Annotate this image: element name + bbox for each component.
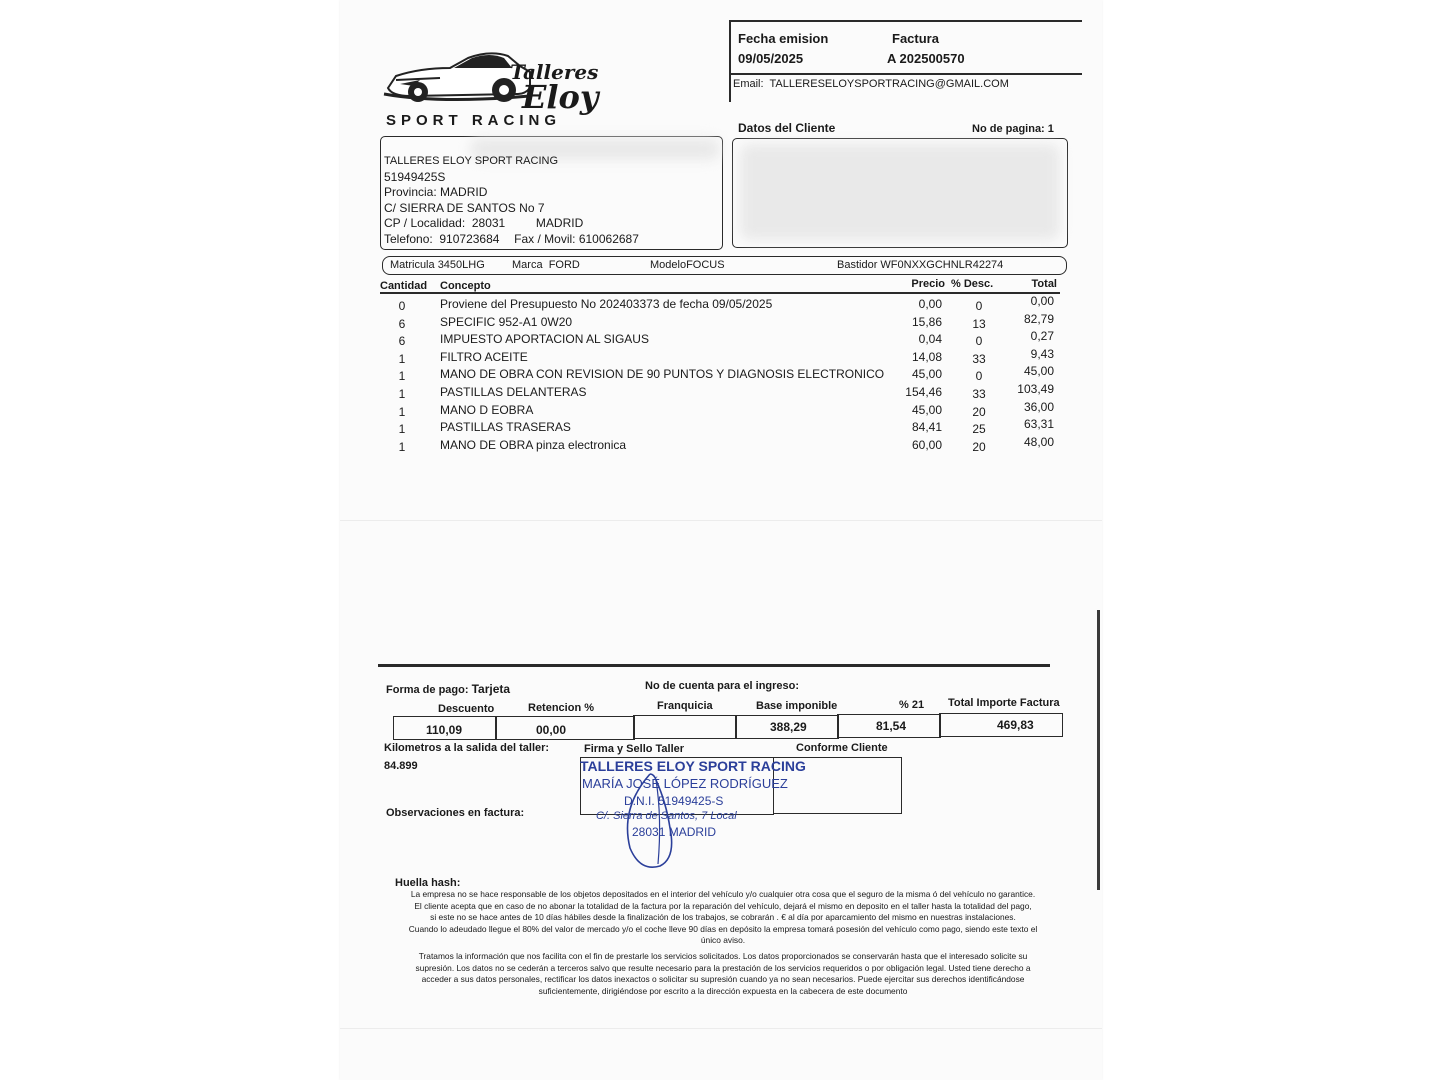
iva-label: % 21 bbox=[899, 699, 925, 711]
col-precio-header: Precio bbox=[911, 278, 945, 290]
company-calle: C/ SIERRA DE SANTOS No 7 bbox=[384, 201, 545, 215]
stamp-line-4: C/. Sierra de Santos, 7 Local bbox=[596, 810, 737, 822]
huella-hash-label: Huella hash: bbox=[395, 877, 461, 889]
row-total: 9,43 bbox=[1030, 346, 1054, 361]
fecha-emision-value: 09/05/2025 bbox=[738, 51, 804, 66]
cp-label: CP / Localidad: bbox=[384, 216, 466, 230]
row-concepto: MANO DE OBRA pinza electronica bbox=[440, 437, 627, 452]
row-desc: 13 bbox=[972, 316, 986, 331]
fold-line bbox=[340, 520, 1102, 521]
company-cp-row bbox=[384, 216, 583, 230]
stamp-line-1: TALLERES ELOY SPORT RACING bbox=[580, 758, 806, 774]
localidad-value: MADRID bbox=[535, 216, 584, 230]
row-precio: 45,00 bbox=[911, 402, 942, 417]
row-total: 82,79 bbox=[1023, 311, 1054, 326]
row-cantidad: 6 bbox=[398, 316, 406, 331]
forma-pago-label: Forma de pago: bbox=[386, 684, 469, 696]
row-total: 0,00 bbox=[1030, 294, 1054, 308]
bastidor-label: Bastidor bbox=[837, 259, 878, 271]
fecha-emision-label: Fecha emision bbox=[738, 31, 829, 46]
logo-talleres: Talleres bbox=[510, 60, 599, 84]
row-total: 63,31 bbox=[1023, 417, 1054, 432]
row-concepto: IMPUESTO APORTACION AL SIGAUS bbox=[440, 332, 649, 347]
cuenta-label: No de cuenta para el ingreso: bbox=[645, 680, 800, 692]
franquicia-label: Franquicia bbox=[657, 700, 713, 712]
col-total-header: Total bbox=[1031, 278, 1057, 290]
legal-line: único aviso. bbox=[700, 935, 746, 945]
row-desc: 0 bbox=[975, 369, 983, 384]
row-cantidad: 1 bbox=[398, 387, 406, 401]
company-nif: 51949425S bbox=[384, 170, 446, 184]
col-concepto-header: Concepto bbox=[440, 280, 491, 292]
row-concepto: MANO D EOBRA bbox=[440, 402, 534, 417]
matricula-label: Matricula bbox=[390, 259, 435, 271]
row-concepto: FILTRO ACEITE bbox=[440, 349, 528, 364]
fax-value: 610062687 bbox=[578, 232, 639, 246]
row-precio: 0,00 bbox=[918, 297, 942, 311]
row-total: 0,27 bbox=[1030, 329, 1054, 344]
iva-value: 81,54 bbox=[876, 719, 907, 733]
header-mid-rule bbox=[729, 73, 1082, 75]
row-desc: 0 bbox=[975, 334, 983, 349]
retencion-label: Retencion % bbox=[528, 702, 595, 714]
legal-line: La empresa no se hace responsable de los objetos depositados en el interior del vehículo y/o cualquier otra cosa que el seguro de la misma ó del vehículo no garantice. bbox=[410, 889, 1036, 899]
row-desc: 33 bbox=[972, 387, 986, 401]
stamp-line-5: 28031 MADRID bbox=[632, 825, 717, 839]
row-concepto: SPECIFIC 952-A1 0W20 bbox=[440, 314, 573, 329]
firma-label: Firma y Sello Taller bbox=[584, 743, 685, 755]
row-concepto: Proviene del Presupuesto No 202403373 de fecha 09/05/2025 bbox=[440, 297, 773, 311]
row-desc: 0 bbox=[975, 299, 983, 313]
retencion-value: 00,00 bbox=[536, 723, 567, 737]
scan-edge-mark bbox=[1097, 610, 1100, 890]
km-value: 84.899 bbox=[384, 760, 418, 772]
table-header-rule bbox=[380, 292, 1060, 294]
row-desc: 20 bbox=[972, 404, 986, 419]
logo-sport-racing: SPORT RACING bbox=[386, 112, 562, 129]
marca-value: FORD bbox=[548, 259, 580, 271]
legal-line: si este no se hace antes de 10 días hábiles desde la finalización de los trabajos, se cobrarán . € al día por aparcamiento del mismo en nuestras instalaciones. bbox=[430, 912, 1016, 922]
pagina-row bbox=[972, 123, 1054, 135]
row-total: 103,49 bbox=[1017, 382, 1054, 396]
base-value: 388,29 bbox=[770, 720, 807, 734]
company-provincia: Provincia: MADRID bbox=[384, 185, 488, 199]
legal-line: suficientemente, dirigiéndose por escrito a la dirección expuesta en la cabecera de este documento bbox=[538, 985, 908, 996]
row-desc: 33 bbox=[972, 351, 986, 366]
row-desc: 25 bbox=[972, 422, 986, 437]
km-label: Kilometros a la salida del taller: bbox=[384, 742, 550, 754]
signature-scribble-icon bbox=[610, 768, 700, 878]
email-value: TALLERESELOYSPORTRACING@GMAIL.COM bbox=[769, 78, 1009, 90]
modelo-label: Modelo bbox=[650, 259, 687, 271]
cp-value: 28031 bbox=[471, 216, 506, 230]
legal-line: supresión. Los datos no se cederán a terceros salvo que resulte necesario para la prestación de los servicios requeridos o por obligación legal. Usted tiene derecho a bbox=[415, 962, 1031, 973]
email-row bbox=[733, 78, 1009, 90]
telefono-value: 910723684 bbox=[439, 232, 500, 246]
row-cantidad: 1 bbox=[398, 369, 406, 384]
total-value: 469,83 bbox=[997, 718, 1034, 732]
company-name: TALLERES ELOY SPORT RACING bbox=[384, 155, 559, 167]
row-precio: 84,41 bbox=[911, 420, 942, 435]
row-precio: 45,00 bbox=[911, 367, 942, 382]
legal-disclaimer bbox=[392, 889, 1054, 947]
row-total: 45,00 bbox=[1023, 364, 1054, 379]
legal-line: Cuando lo adeudado llegue el 80% del valor de mercado y/o el coche lleve 90 días en depósito la empresa tomará posesión del vehículo como pago, siendo este texto el bbox=[408, 923, 1038, 934]
marca-label: Marca bbox=[512, 259, 543, 271]
row-precio: 154,46 bbox=[905, 385, 942, 399]
row-precio: 14,08 bbox=[911, 349, 942, 364]
legal-line: El cliente acepta que en caso de no abonar la totalidad de la factura por la reparación del vehículo, dejará el mismo en deposito en el taller hasta la totalidad del pago, bbox=[414, 900, 1032, 911]
datos-cliente-label: Datos del Cliente bbox=[738, 121, 836, 135]
stamp-line-2: MARÍA JOSÉ LÓPEZ RODRÍGUEZ bbox=[582, 776, 788, 791]
row-precio: 60,00 bbox=[911, 437, 942, 452]
stamp-line-3: D.N.I. 51949425-S bbox=[624, 794, 724, 808]
company-phone-row bbox=[384, 232, 639, 246]
telefono-label: Telefono: bbox=[384, 232, 433, 246]
email-label: Email: bbox=[733, 78, 764, 90]
descuento-value: 110,09 bbox=[425, 723, 463, 737]
header-divider bbox=[729, 22, 731, 102]
row-cantidad: 1 bbox=[398, 404, 406, 419]
row-total: 48,00 bbox=[1023, 434, 1054, 449]
total-factura-label: Total Importe Factura bbox=[948, 697, 1060, 709]
privacy-notice bbox=[392, 951, 1054, 997]
pagina-value: 1 bbox=[1047, 123, 1054, 135]
forma-pago-value: Tarjeta bbox=[471, 682, 511, 696]
row-cantidad: 0 bbox=[398, 299, 406, 313]
bastidor-value: WF0NXXGCHNLR42274 bbox=[880, 259, 1004, 271]
legal-line: Tratamos la información que nos facilita con el fin de prestarle los servicios solicitados. Los datos proporcionados se conservarán hasta que el interesado solicite su bbox=[418, 951, 1028, 961]
conforme-label: Conforme Cliente bbox=[796, 742, 888, 754]
fax-label: Fax / Movil: bbox=[514, 232, 576, 246]
row-cantidad: 1 bbox=[398, 439, 406, 454]
row-precio: 0,04 bbox=[918, 332, 942, 347]
row-concepto: MANO DE OBRA CON REVISION DE 90 PUNTOS Y DIAGNOSIS ELECTRONICO bbox=[440, 367, 885, 382]
factura-label: Factura bbox=[892, 31, 939, 46]
forma-pago-row bbox=[386, 682, 510, 696]
fold-line-bottom bbox=[340, 1028, 1102, 1029]
descuento-label: Descuento bbox=[438, 703, 495, 715]
matricula-value: 3450LHG bbox=[437, 259, 485, 271]
pagina-label: No de pagina: bbox=[972, 123, 1045, 135]
row-cantidad: 6 bbox=[398, 334, 406, 349]
base-label: Base imponible bbox=[756, 700, 838, 712]
legal-line: acceder a sus datos personales, rectificar los datos inexactos o solicitar su supresión cuando ya no sean necesarios. Puede ejercitar sus derechos identificándose bbox=[421, 974, 1025, 984]
footer-rule bbox=[378, 664, 1050, 667]
modelo-row bbox=[650, 259, 725, 271]
col-cantidad-header: Cantidad bbox=[380, 280, 428, 292]
redacted-client-data bbox=[740, 144, 1060, 240]
col-desc-header: % Desc. bbox=[951, 278, 994, 290]
row-total: 36,00 bbox=[1023, 399, 1054, 414]
row-cantidad: 1 bbox=[398, 351, 406, 366]
header-top-rule bbox=[729, 20, 1082, 22]
row-concepto: PASTILLAS TRASERAS bbox=[440, 420, 571, 435]
factura-value: A 202500570 bbox=[887, 51, 965, 66]
bastidor-row bbox=[837, 259, 1003, 271]
row-desc: 20 bbox=[972, 439, 986, 454]
matricula-row bbox=[390, 259, 485, 271]
franquicia-box bbox=[633, 715, 737, 739]
row-precio: 15,86 bbox=[911, 314, 942, 329]
row-concepto: PASTILLAS DELANTERAS bbox=[440, 385, 587, 399]
marca-row bbox=[512, 259, 580, 271]
modelo-value: FOCUS bbox=[686, 259, 725, 271]
observaciones-label: Observaciones en factura: bbox=[386, 807, 525, 819]
row-cantidad: 1 bbox=[398, 422, 406, 437]
logo-eloy: Eloy bbox=[522, 78, 599, 116]
